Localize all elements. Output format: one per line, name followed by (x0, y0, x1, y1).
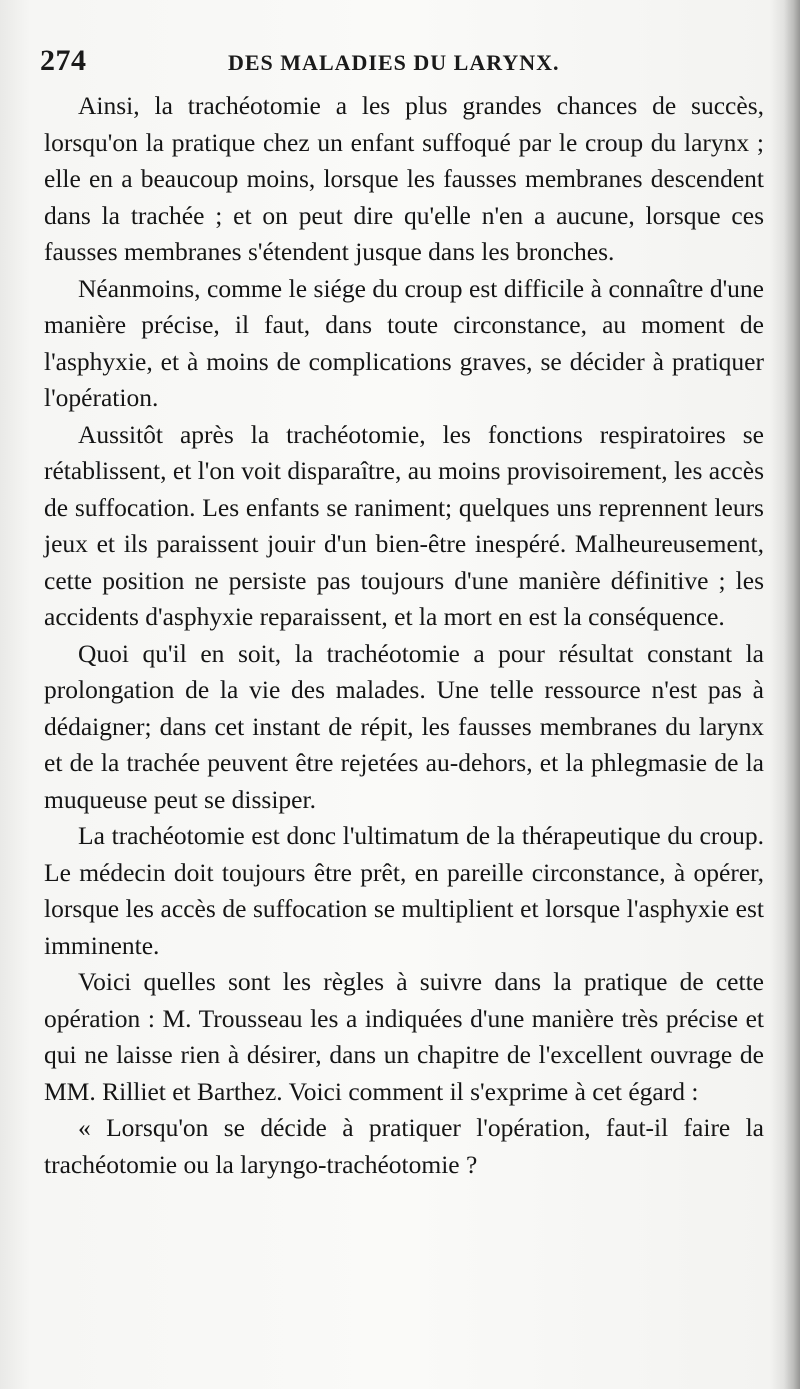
page-header (40, 44, 780, 84)
paragraph: Ainsi, la trachéotomie a les plus grandes chances de succès, lorsqu'on la pratique chez un enfant suffoqué par le croup du larynx ; elle en a beaucoup moins, lorsque les fausses membranes descendent dans la trachée ; et on peut dire qu'elle n'en a aucune, lorsque ces fausses membranes s'étendent jusque dans les bronches. (44, 91, 764, 266)
running-head: DES MALADIES DU LARYNX. (228, 50, 560, 75)
page-number: 274 (40, 44, 87, 77)
paragraph: Aussitôt après la trachéotomie, les fonctions respiratoires se rétablissent, et l'on voit disparaître, au moins provisoirement, les accès de suffocation. Les enfants se raniment; quelques uns reprennent leurs jeux et ils paraissent jouir d'un bien-être inespéré. Malheureusement, cette position ne persiste pas toujours d'une manière définitive ; les accidents d'asphyxie reparaissent, et la mort en est la conséquence. (44, 419, 764, 631)
paragraph: La trachéotomie est donc l'ultimatum de la thérapeutique du croup. Le médecin doit toujours être prêt, en pareille circonstance, à opérer, lorsque les accès de suffocation se multiplient et lorsque l'asphyxie est imminente. (44, 821, 764, 960)
paragraph: « Lorsqu'on se décide à pratiquer l'opération, faut-il faire la trachéotomie ou la laryngo-trachéotomie ? (44, 1113, 764, 1179)
paragraph: Voici quelles sont les règles à suivre dans la pratique de cette opération : M. Trousseau les a indiquées d'une manière très précise et qui ne laisse rien à désirer, dans un chapitre de l'excellent ouvrage de MM. Rilliet et Barthez. Voici comment il s'exprime à cet égard : (44, 967, 764, 1106)
page-edge-shadow (784, 0, 800, 1389)
paragraph: Néanmoins, comme le siége du croup est difficile à connaître d'une manière précise, il faut, dans toute circonstance, au moment de l'asphyxie, et à moins de complications graves, se décider à pratiquer l'opération. (44, 273, 764, 412)
paragraph: Quoi qu'il en soit, la trachéotomie a pour résultat constant la prolongation de la vie des malades. Une telle ressource n'est pas à dédaigner; dans cet instant de répit, les fausses membranes du larynx et de la trachée peuvent être rejetées au-dehors, et la phlegmasie de la muqueuse peut se dissiper. (44, 638, 764, 814)
body-text (44, 88, 764, 1183)
